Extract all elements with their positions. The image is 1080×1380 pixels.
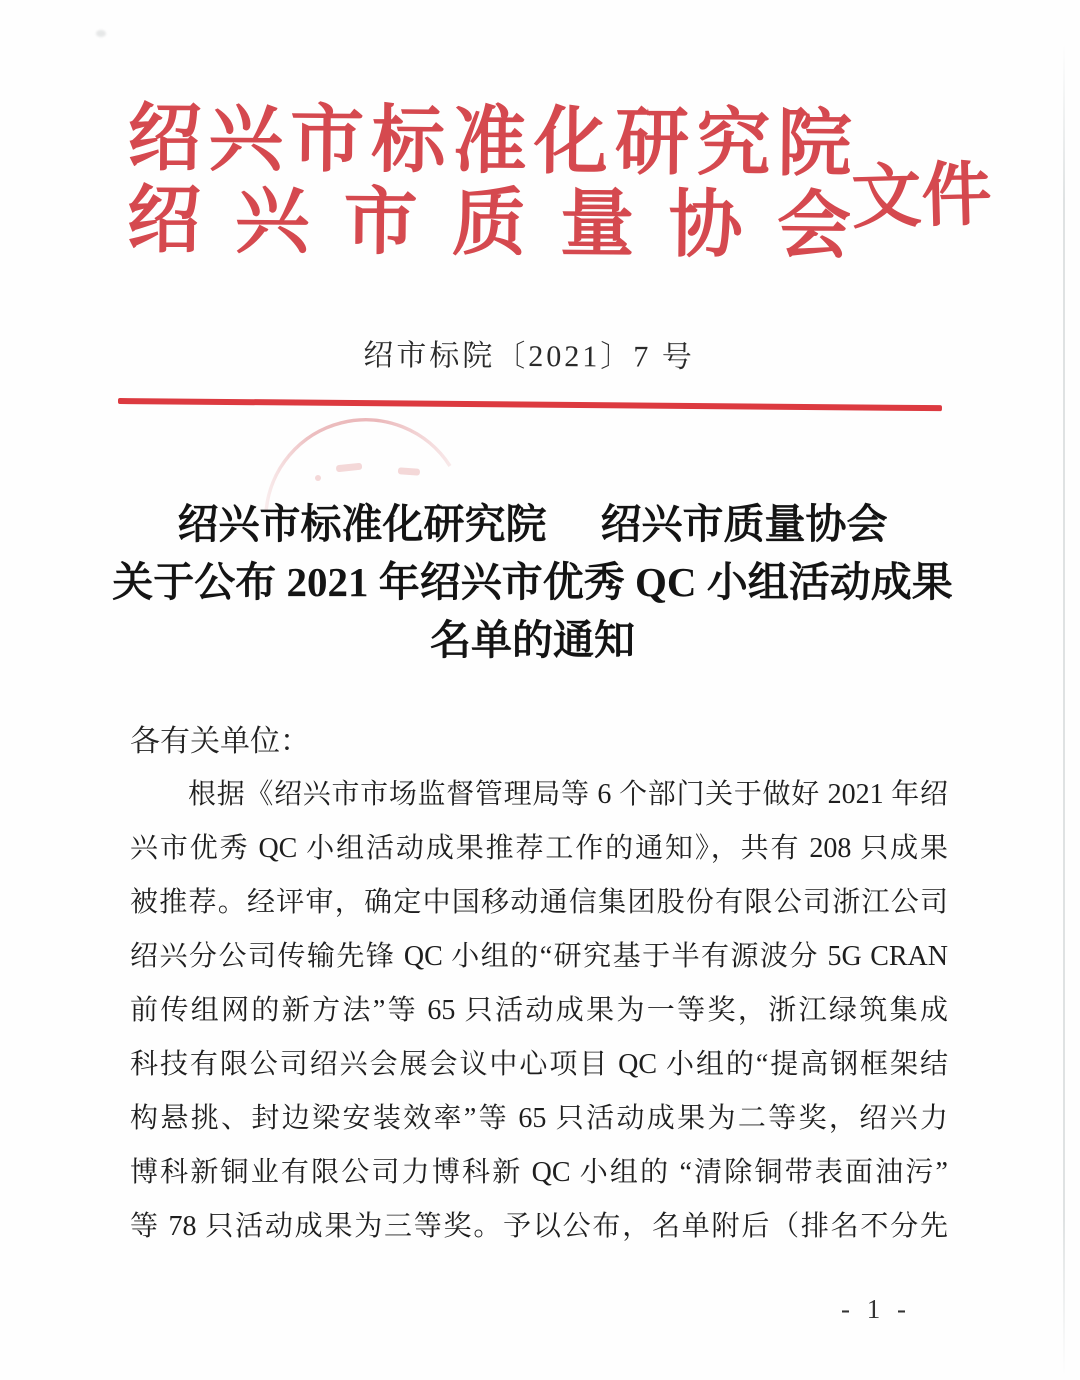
scan-smudge [96, 30, 106, 37]
letterhead-org-line-1: 绍兴市标准化研究院 [127, 98, 852, 187]
body-text-line: 兴市优秀 QC 小组活动成果推荐工作的通知》，共有 208 只成果 [130, 833, 948, 864]
page-number: - 1 - [841, 1294, 911, 1324]
document-title-line-2: 关于公布 2021 年绍兴市优秀 QC 小组活动成果 [112, 559, 953, 605]
body-text-line: 构悬挑、封边梁安装效率”等 65 只活动成果为二等奖，绍兴力 [130, 1103, 948, 1134]
body-text-line: 等 78 只活动成果为三等奖。予以公布，名单附后（排名不分先 [130, 1211, 948, 1242]
title-org-2: 绍兴市质量协会 [600, 501, 888, 547]
document-title [95, 495, 970, 669]
body-text-line: 绍兴分公司传输先锋 QC 小组的“研究基于半有源波分 5G CRAN [130, 941, 948, 972]
document-title-line-1 [95, 495, 970, 553]
salutation: 各有关单位： [130, 725, 310, 758]
document-number: 绍市标院〔2021〕7 号 [363, 339, 695, 374]
body-text-line: 科技有限公司绍兴会展会议中心项目 QC 小组的“提高钢框架结 [130, 1049, 948, 1080]
letterhead-org-line-2: 绍兴市质量协会 [126, 179, 852, 269]
title-org-1: 绍兴市标准化研究院 [177, 501, 547, 547]
document-title-line-3: 名单的通知 [430, 617, 635, 663]
body-text-line: 根据《绍兴市市场监督管理局等 6 个部门关于做好 2021 年绍 [188, 779, 948, 810]
red-separator-rule [118, 398, 942, 411]
paper-edge-line [1063, 40, 1065, 1380]
letterhead-doc-type-label: 文件 [850, 157, 993, 238]
body-text-line: 前传组网的新方法”等 65 只活动成果为一等奖，浙江绿筑集成 [130, 995, 948, 1026]
letterhead [127, 98, 992, 270]
letterhead-org-names [127, 98, 852, 268]
body-paragraph [130, 768, 948, 1254]
body-text-line: 博科新铜业有限公司力博科新 QC 小组的 “清除铜带表面油污” [130, 1157, 948, 1188]
body-text-line: 被推荐。经评审，确定中国移动通信集团股份有限公司浙江公司 [130, 887, 948, 918]
